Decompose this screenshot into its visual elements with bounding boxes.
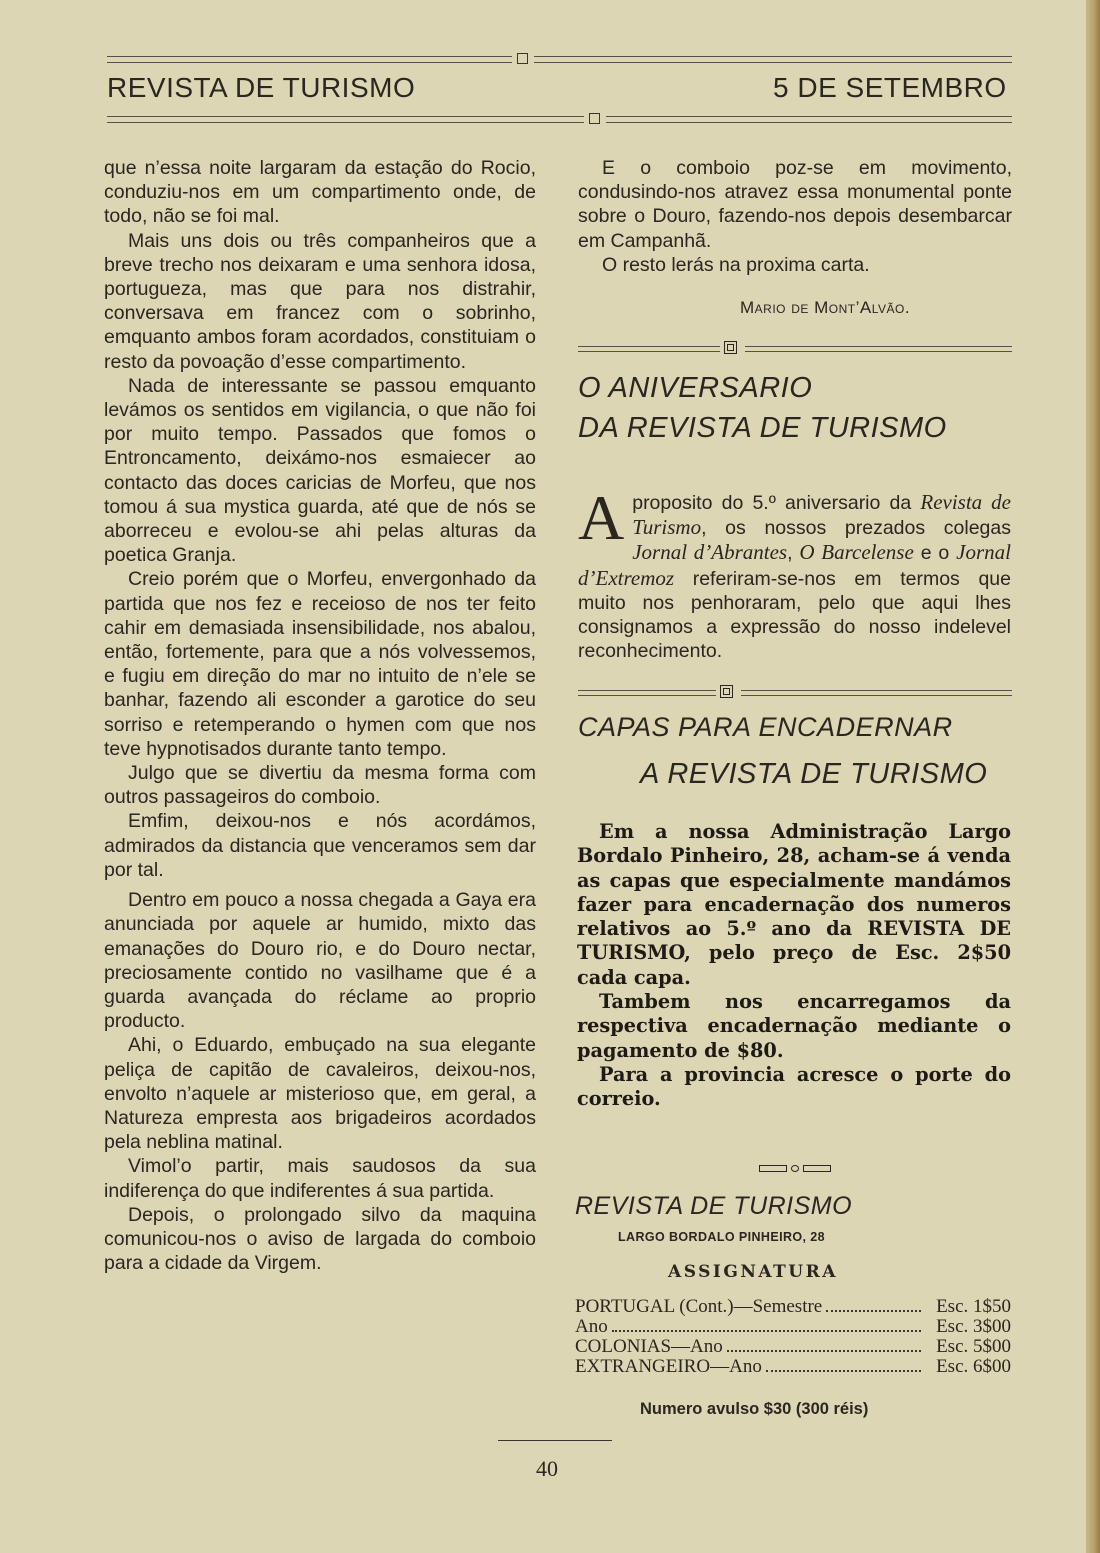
subscription-heading: ASSIGNATURA — [668, 1262, 838, 1282]
paragraph: Ahi, o Eduardo, embuçado na sua elegante peliça de capitão de cavaleiros, deixou-nos, envolto n’aquele ar misterioso que, em geral, a Natureza empresta aos brigadeiros acordados pela neblina matinal. — [104, 1034, 536, 1154]
author-signature: Mario de Mont’Alvão. — [740, 298, 911, 317]
drop-cap: A — [578, 482, 625, 553]
anniversary-text-part: , os nossos prezados colegas — [701, 517, 1011, 540]
header-bottom-ornament — [589, 113, 600, 124]
capas-heading: A REVISTA DE TURISMO — [640, 758, 988, 790]
section-divider-rule — [741, 690, 1012, 696]
price-label: EXTRANGEIRO—Ano — [575, 1356, 762, 1377]
paragraph: Para a provincia acresce o porte do correio. — [577, 1062, 1011, 1111]
price-value: Esc. 5$00 — [936, 1336, 1011, 1357]
price-row — [575, 1357, 1011, 1377]
paragraph: que n’essa noite largaram da estação do Rocio, conduziu-nos em um compartimento onde, de todo, não se foi mal. — [104, 157, 536, 228]
section-divider-rule — [745, 346, 1012, 352]
section-divider-ornament — [724, 341, 737, 354]
leader-dots — [826, 1310, 921, 1312]
publication-name: Jornal d’Extremoz — [578, 540, 1011, 590]
left-column — [104, 156, 536, 1275]
price-label: PORTUGAL (Cont.)—Semestre — [575, 1296, 823, 1317]
paragraph: E o comboio poz-se em movimento, condusindo-nos atravez essa monumental ponte sobre o Douro, fazendo-nos depois desembarcar em Campanhã. — [578, 157, 1012, 252]
anniversary-text-part: proposito do 5.º aniversario da — [632, 492, 921, 514]
header-bottom-rule-right — [606, 116, 1012, 123]
price-row — [575, 1297, 1011, 1317]
small-ornament — [759, 1163, 833, 1173]
section-divider-rule — [578, 690, 716, 696]
publication-name: O Barcelense — [799, 540, 914, 565]
paragraph: Julgo que se divertiu da mesma forma com outros passageiros do comboio. — [104, 762, 536, 809]
right-column-continuation — [578, 156, 1012, 277]
anniversary-text-part: referiram-se-nos em termos que muito nos penhoraram, pelo que aqui lhes consignamos a expressão do nosso indelevel reconhecimento. — [578, 567, 1011, 663]
publication-name: Jornal d’Abrantes — [632, 540, 788, 565]
header-left-title: REVISTA DE TURISMO — [107, 72, 416, 103]
price-table — [575, 1297, 1011, 1377]
paragraph: Vimol’o partir, mais saudosos da sua indiferença do que indiferentes á sua partida. — [104, 1155, 536, 1202]
capas-heading: CAPAS PARA ENCADERNAR — [578, 712, 953, 742]
header-right-title: 5 DE SETEMBRO — [773, 72, 1007, 103]
anniversary-text-part: e o — [913, 542, 957, 565]
page-edge — [1086, 0, 1100, 1553]
footer-rule — [498, 1440, 612, 1441]
paragraph: O resto lerás na proxima carta. — [602, 253, 870, 276]
price-label: Ano — [575, 1316, 608, 1337]
price-value: Esc. 6$00 — [936, 1356, 1011, 1377]
paragraph: Mais uns dois ou três companheiros que a breve trecho nos deixaram e uma senhora idosa, portugueza, mas que para nos distrahir, conversava em francez com o sobrinho, emquanto ambos foram acordados, constituiam o resto da povoação d’esse compartimento. — [104, 229, 536, 373]
price-value: Esc. 1$50 — [936, 1296, 1011, 1317]
header-top-ornament — [517, 53, 528, 64]
price-value: Esc. 3$00 — [936, 1316, 1011, 1337]
leader-dots — [766, 1370, 921, 1372]
anniversary-text-part: , — [787, 542, 800, 565]
anniversary-heading: O ANIVERSARIO — [578, 372, 813, 404]
header-top-rule-right — [534, 56, 1012, 63]
header-bottom-rule-left — [107, 116, 584, 123]
paragraph: Em a nossa Administração Largo Bordalo Pinheiro, 28, acham-se á venda as capas que especialmente mandámos fazer para encadernação dos numeros relativos ao 5.º ano da REVISTA DE TURISMO, pelo preço de Esc. 2$50 cada capa. — [577, 820, 1011, 989]
subscription-title: REVISTA DE TURISMO — [575, 1192, 853, 1220]
subscription-address: LARGO BORDALO PINHEIRO, 28 — [618, 1230, 825, 1244]
paragraph: Nada de interessante se passou emquanto levámos os sentidos em vigilancia, o que não foi por muito tempo. Passados que fomos o Entroncamento, deixámo-nos esmaiecer ao contacto das doces caricias de Morfeu, que nos tomou á sua mystica guarda, até que de nós se aborreceu e evolou-se ahi pelas alturas da poetica Granja. — [104, 374, 536, 567]
anniversary-heading: DA REVISTA DE TURISMO — [578, 412, 947, 444]
price-row — [575, 1337, 1011, 1357]
capas-notice — [577, 820, 1011, 1112]
anniversary-text — [578, 482, 1011, 663]
single-issue-price: Numero avulso $30 (300 réis) — [640, 1400, 869, 1418]
paragraph: Tambem nos encarregamos da respectiva encadernação mediante o pagamento de $80. — [577, 990, 1011, 1062]
leader-dots — [612, 1330, 921, 1332]
paragraph: Emfim, deixou-nos e nós acordámos, admirados da distancia que venceramos sem dar por tal. — [104, 810, 536, 881]
paragraph: Dentro em pouco a nossa chegada a Gaya era anunciada por aquele ar humido, mixto das emanações do Douro rio, e do Douro nectar, preciosamente contido no vasilhame que é a guarda avançada do réclame ao proprio producto. — [104, 889, 536, 1033]
page-number: 40 — [536, 1456, 558, 1481]
price-label: COLONIAS—Ano — [575, 1336, 723, 1357]
paragraph: Depois, o prolongado silvo da maquina comunicou-nos o aviso de largada do comboio para a cidade da Virgem. — [104, 1203, 536, 1275]
section-divider-rule — [578, 346, 720, 352]
leader-dots — [727, 1350, 921, 1352]
section-divider-ornament — [720, 685, 733, 698]
paragraph: Creio porém que o Morfeu, envergonhado da partida que nos fez e receioso de nos ter feito cahir em demasiada insensibilidade, nos abalou, então, fortemente, para que a nós volvessemos, e fugiu em direção do mar no intuito de n’ele se banhar, fazendo ali esconder a garotice do seu sorriso e retemperando o hymen com que nos teve hypnotisados durante tanto tempo. — [104, 568, 536, 760]
price-row — [575, 1317, 1011, 1337]
publication-name: Revista de Turismo — [632, 490, 1011, 540]
header-top-rule-left — [107, 56, 512, 63]
